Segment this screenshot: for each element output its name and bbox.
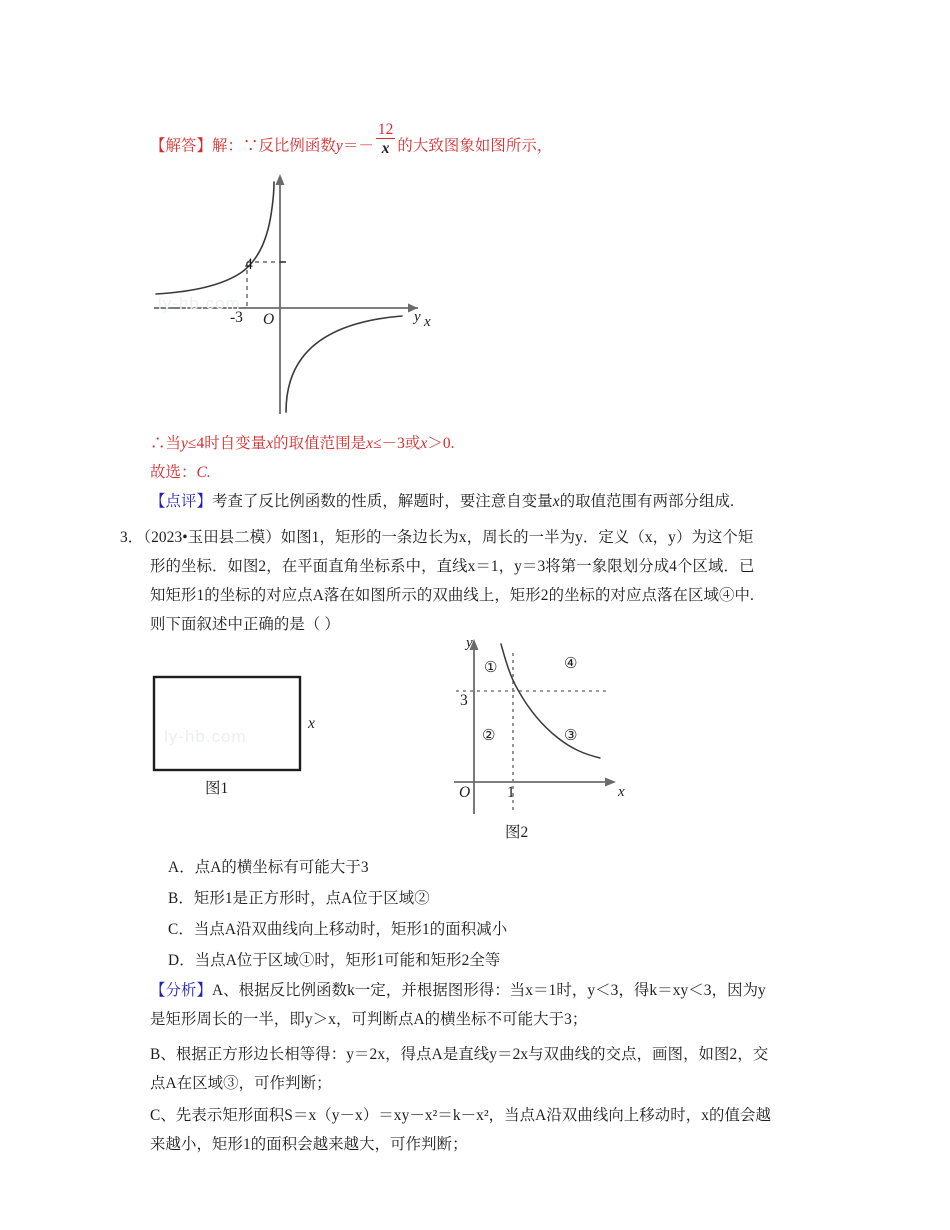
- option-a[interactable]: [168, 857, 369, 879]
- fraction-12-over-x: [376, 122, 396, 157]
- watermark-rect: ly-hb.com: [164, 727, 247, 746]
- hyperbola-branch-lower-right: [286, 316, 402, 412]
- x-axis-arrow-fig2: [605, 778, 616, 787]
- hyperbola-graph-svg: [150, 168, 440, 418]
- y-axis-label: y: [414, 309, 421, 325]
- option-a-text: 点A的横坐标有可能大于3: [194, 859, 369, 876]
- solution-comment: [150, 491, 734, 513]
- conclusion-var-y: y: [180, 435, 188, 452]
- quadrant-figure-svg: [448, 632, 638, 817]
- figure1-caption: [205, 776, 228, 798]
- conclusion-var-x1: x: [266, 435, 274, 452]
- option-c-key: C．: [168, 921, 194, 938]
- figure2-caption: [505, 820, 528, 842]
- question-number: 3．: [120, 529, 144, 546]
- origin-label-figure1: O: [263, 311, 275, 328]
- analysis-tag: 【分析】: [150, 982, 212, 999]
- comment-text-a: 考查了反比例函数的性质，解题时，要注意自变量: [211, 493, 553, 510]
- comment-var-x: x: [552, 493, 560, 510]
- region-label-4: ④: [564, 656, 578, 672]
- analysis-line-3: B、根据正方形边长相等得：y＝2x，得点A是直线y＝2x与双曲线的交点，画图，如图2，交: [150, 1046, 769, 1063]
- conclusion-part-1: ∴当: [150, 435, 181, 452]
- solution-y-equals: y: [335, 137, 343, 155]
- y-axis-label-fig2: y: [466, 635, 473, 651]
- hyperbola-graph-solution: [150, 168, 440, 418]
- conclusion-var-x2: x: [366, 435, 374, 452]
- rectangle-shape: [154, 677, 300, 770]
- tick-label-1-fig2: 1: [507, 784, 515, 801]
- solution-tail: 的大致图象如图所示，: [397, 137, 553, 155]
- analysis-line-5: C、先表示矩形面积S＝x（y－x）＝xy－x²＝k－x²，当点A沿双曲线向上移动时，x的值会越: [150, 1107, 772, 1124]
- x-axis-label-fig2: x: [618, 784, 625, 800]
- analysis-line-2: 是矩形周长的一半，即y＞x，可判断点A的横坐标不可能大于3；: [150, 1011, 588, 1028]
- conclusion-part-3: 的取值范围是: [273, 435, 367, 452]
- rectangle-figure: [152, 675, 315, 780]
- figure2-caption-text: 图2: [505, 824, 529, 841]
- fraction-numerator: 12: [377, 121, 394, 139]
- choice-value: C.: [196, 464, 211, 481]
- conclusion-part-5: ＞0.: [427, 435, 455, 452]
- option-c-text: 当点A沿双曲线向上移动时，矩形1的面积减小: [193, 921, 508, 938]
- question-line-3: 知矩形1的坐标的对应点A落在如图所示的双曲线上，矩形2的坐标的对应点落在区域④中.: [150, 587, 754, 604]
- quadrant-hyperbola-figure: [448, 632, 638, 817]
- tick-label-minus3: -3: [230, 309, 243, 326]
- y-axis-arrow: [276, 174, 285, 185]
- figure1-caption-text: 图1: [205, 780, 229, 797]
- hyperbola-branch-upper-left: [156, 182, 274, 294]
- x-axis-label-figure1: x: [424, 314, 431, 330]
- question-source: （2023•玉田县二模）: [143, 529, 281, 546]
- conclusion-part-4: ≤－3或: [373, 435, 421, 452]
- question-line-4: 则下面叙述中正确的是（ ）: [150, 616, 340, 633]
- option-b[interactable]: [168, 888, 430, 910]
- solution-conclusion: [150, 433, 455, 455]
- comment-text-b: 的取值范围有两部分组成.: [559, 493, 735, 510]
- region-label-1: ①: [484, 660, 498, 676]
- conclusion-part-2: ≤4时自变量: [187, 435, 267, 452]
- question-line-1: 如图1，矩形的一条边长为x，周长的一半为y．定义（x，y）为这个矩: [280, 529, 754, 546]
- option-b-text: 矩形1是正方形时，点A位于区域②: [193, 890, 430, 907]
- region-label-2: ②: [482, 728, 496, 744]
- choice-label: 故选：: [150, 464, 197, 481]
- option-d[interactable]: [168, 950, 500, 972]
- option-b-key: B．: [168, 890, 194, 907]
- tick-label-3-fig2: 3: [460, 692, 468, 709]
- region-label-3: ③: [564, 728, 578, 744]
- option-c[interactable]: [168, 919, 507, 941]
- option-d-key: D．: [168, 952, 195, 969]
- option-d-text: 当点A位于区域①时，矩形1可能和矩形2全等: [194, 952, 501, 969]
- rectangle-side-label-x: x: [308, 715, 315, 732]
- analysis-line-4: 点A在区域③，可作判断；: [150, 1075, 332, 1092]
- analysis-text-1: A、根据反比例函数k一定，并根据图形得：当x＝1时，y＜3，得k＝xy＜3，因为y: [211, 982, 766, 999]
- hyperbola-curve-fig2: [501, 644, 600, 758]
- solution-lead: 解：∵反比例函数: [211, 137, 336, 155]
- analysis-line-6: 来越小，矩形1的面积会越来越大，可作判断；: [150, 1136, 468, 1153]
- option-a-key: A．: [168, 859, 195, 876]
- origin-label-fig2: O: [459, 784, 471, 801]
- tick-label-4: 4: [245, 256, 253, 273]
- fraction-denominator: x: [381, 140, 390, 158]
- solution-line-1: [150, 121, 553, 163]
- question-3-number: [120, 527, 753, 549]
- solution-eq-sign: ＝－: [342, 137, 374, 155]
- solution-tag: 【解答】: [150, 137, 212, 155]
- conclusion-var-x3: x: [420, 435, 428, 452]
- question-line-2: 形的坐标．如图2，在平面直角坐标系中，直线x＝1，y＝3将第一象限划分成4个区域．已: [150, 558, 755, 575]
- analysis-line-1: [150, 980, 766, 1002]
- comment-tag: 【点评】: [150, 493, 212, 510]
- watermark-figure1: ly-hb.com: [158, 294, 241, 313]
- solution-choice: [150, 462, 211, 484]
